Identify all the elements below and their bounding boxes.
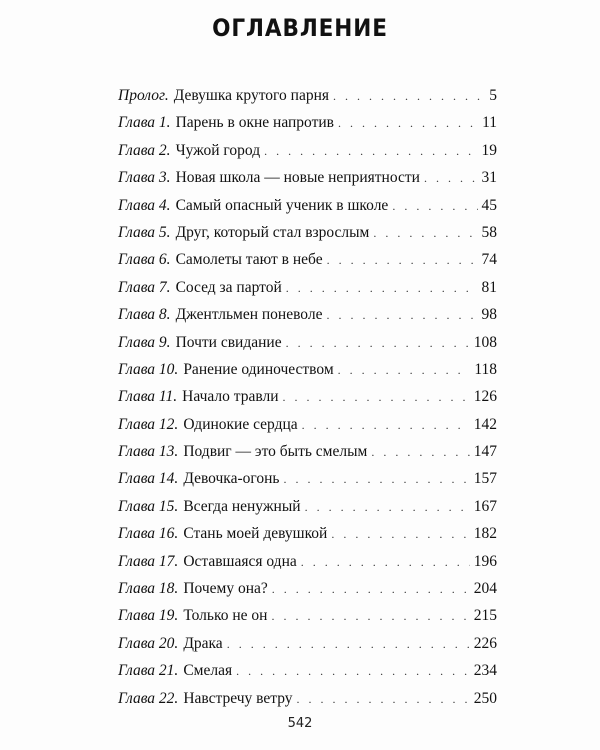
leader-dots: [338, 363, 471, 378]
leader-dots: [286, 281, 478, 296]
chapter-page-number: 11: [482, 114, 497, 132]
chapter-title: Стань моей девушкой: [183, 525, 328, 543]
leader-dots: [424, 171, 478, 186]
toc-entry: [118, 607, 497, 634]
leader-dots: [373, 226, 477, 241]
chapter-page-number: 250: [473, 689, 497, 707]
toc-entry: [118, 334, 497, 361]
chapter-title: Подвиг — это быть смелым: [183, 443, 368, 461]
leader-dots: [305, 500, 470, 515]
chapter-label: Глава 1.: [118, 114, 171, 132]
chapter-title: Девочка-огонь: [183, 470, 280, 488]
toc-entry: [118, 525, 497, 552]
chapter-title: Друг, который стал взрослым: [175, 223, 370, 241]
chapter-title: Оставшаяся одна: [183, 552, 297, 570]
leader-dots: [327, 253, 478, 268]
chapter-page-number: 45: [481, 196, 497, 214]
chapter-title: Самолеты тают в небе: [175, 251, 323, 269]
toc-entry: [118, 251, 497, 278]
chapter-page-number: 234: [473, 662, 497, 680]
chapter-label: Глава 20.: [118, 634, 179, 652]
chapter-label: Глава 5.: [118, 223, 171, 241]
chapter-page-number: 157: [473, 470, 497, 488]
chapter-page-number: 5: [489, 87, 497, 104]
chapter-label: Глава 13.: [118, 443, 179, 461]
chapter-page-number: 31: [481, 169, 497, 187]
chapter-page-number: 167: [473, 497, 497, 515]
chapter-title: Почти свидание: [175, 333, 282, 351]
leader-dots: [301, 555, 470, 570]
chapter-label: Глава 8.: [118, 306, 171, 324]
leader-dots: [272, 582, 470, 597]
leader-dots: [371, 445, 469, 460]
toc-entry: [118, 197, 497, 224]
chapter-page-number: 108: [473, 333, 497, 351]
chapter-title: Чужой город: [175, 141, 261, 159]
chapter-page-number: 182: [473, 525, 497, 543]
toc-entry: [118, 279, 497, 306]
toc-entry: [118, 635, 497, 662]
chapter-page-number: 215: [473, 607, 497, 625]
toc-entry: [118, 142, 497, 169]
leader-dots: [326, 308, 477, 323]
chapter-page-number: 126: [473, 388, 497, 406]
chapter-page-number: 204: [473, 580, 497, 598]
chapter-title: Новая школа — новые неприятности: [175, 169, 420, 187]
chapter-page-number: 226: [473, 634, 497, 652]
chapter-title: Джентльмен поневоле: [175, 306, 323, 324]
chapter-page-number: 19: [481, 141, 497, 159]
toc-entry: [118, 690, 497, 717]
toc-entry: [118, 306, 497, 333]
chapter-page-number: 147: [473, 443, 497, 461]
chapter-label: Глава 12.: [118, 415, 179, 433]
chapter-title: Только не он: [183, 607, 268, 625]
table-of-contents: [118, 87, 497, 717]
toc-entry: [118, 662, 497, 689]
chapter-page-number: 58: [481, 223, 497, 241]
toc-entry: [118, 553, 497, 580]
leader-dots: [297, 692, 470, 707]
chapter-label: Глава 10.: [118, 360, 179, 378]
leader-dots: [227, 637, 470, 652]
leader-dots: [271, 609, 469, 624]
toc-entry: [118, 470, 497, 497]
chapter-label: Глава 3.: [118, 169, 171, 187]
leader-dots: [338, 116, 478, 131]
chapter-title: Смелая: [183, 662, 233, 680]
chapter-label: Глава 7.: [118, 278, 171, 296]
page-title: ОГЛАВЛЕНИЕ: [212, 14, 388, 42]
chapter-label: Глава 11.: [118, 388, 178, 406]
chapter-page-number: 118: [474, 360, 497, 378]
chapter-label: Глава 21.: [118, 662, 179, 680]
chapter-title: Ранение одиночеством: [183, 360, 334, 378]
chapter-title: Начало травли: [182, 388, 279, 406]
chapter-label: Глава 4.: [118, 196, 171, 214]
chapter-label: Глава 22.: [118, 689, 179, 707]
leader-dots: [333, 89, 485, 104]
leader-dots: [331, 527, 469, 542]
chapter-title: Девушка крутого парня: [173, 87, 329, 104]
chapter-label: Глава 2.: [118, 141, 171, 159]
chapter-label: Глава 14.: [118, 470, 179, 488]
chapter-page-number: 196: [473, 552, 497, 570]
chapter-title: Всегда ненужный: [183, 497, 301, 515]
chapter-label: Глава 16.: [118, 525, 179, 543]
leader-dots: [286, 336, 470, 351]
chapter-label: Глава 17.: [118, 552, 179, 570]
toc-entry: [118, 580, 497, 607]
toc-entry: [118, 361, 497, 388]
toc-entry: [118, 224, 497, 251]
toc-entry: [118, 416, 497, 443]
chapter-title: Самый опасный ученик в школе: [175, 196, 389, 214]
page-number: 542: [287, 716, 313, 731]
chapter-title: Навстречу ветру: [183, 689, 293, 707]
chapter-title: Одинокие сердца: [183, 415, 298, 433]
chapter-label: Глава 18.: [118, 580, 179, 598]
chapter-title: Парень в окне напротив: [175, 114, 334, 132]
chapter-label: Глава 9.: [118, 333, 171, 351]
chapter-title: Почему она?: [183, 580, 268, 598]
leader-dots: [283, 472, 469, 487]
toc-entry: [118, 498, 497, 525]
leader-dots: [236, 664, 470, 679]
chapter-title: Драка: [183, 634, 223, 652]
chapter-label: Глава 6.: [118, 251, 171, 269]
toc-entry: [118, 114, 497, 141]
chapter-page-number: 81: [481, 278, 497, 296]
chapter-label: Глава 15.: [118, 497, 179, 515]
leader-dots: [283, 390, 470, 405]
chapter-label: Глава 19.: [118, 607, 179, 625]
leader-dots: [264, 144, 477, 159]
chapter-title: Сосед за партой: [175, 278, 282, 296]
chapter-label: Пролог.: [118, 87, 169, 104]
chapter-page-number: 74: [481, 251, 497, 269]
toc-entry: [118, 87, 497, 114]
leader-dots: [392, 199, 477, 214]
chapter-page-number: 98: [481, 306, 497, 324]
toc-entry: [118, 169, 497, 196]
toc-entry: [118, 388, 497, 415]
chapter-page-number: 142: [473, 415, 497, 433]
leader-dots: [302, 418, 470, 433]
toc-entry: [118, 443, 497, 470]
